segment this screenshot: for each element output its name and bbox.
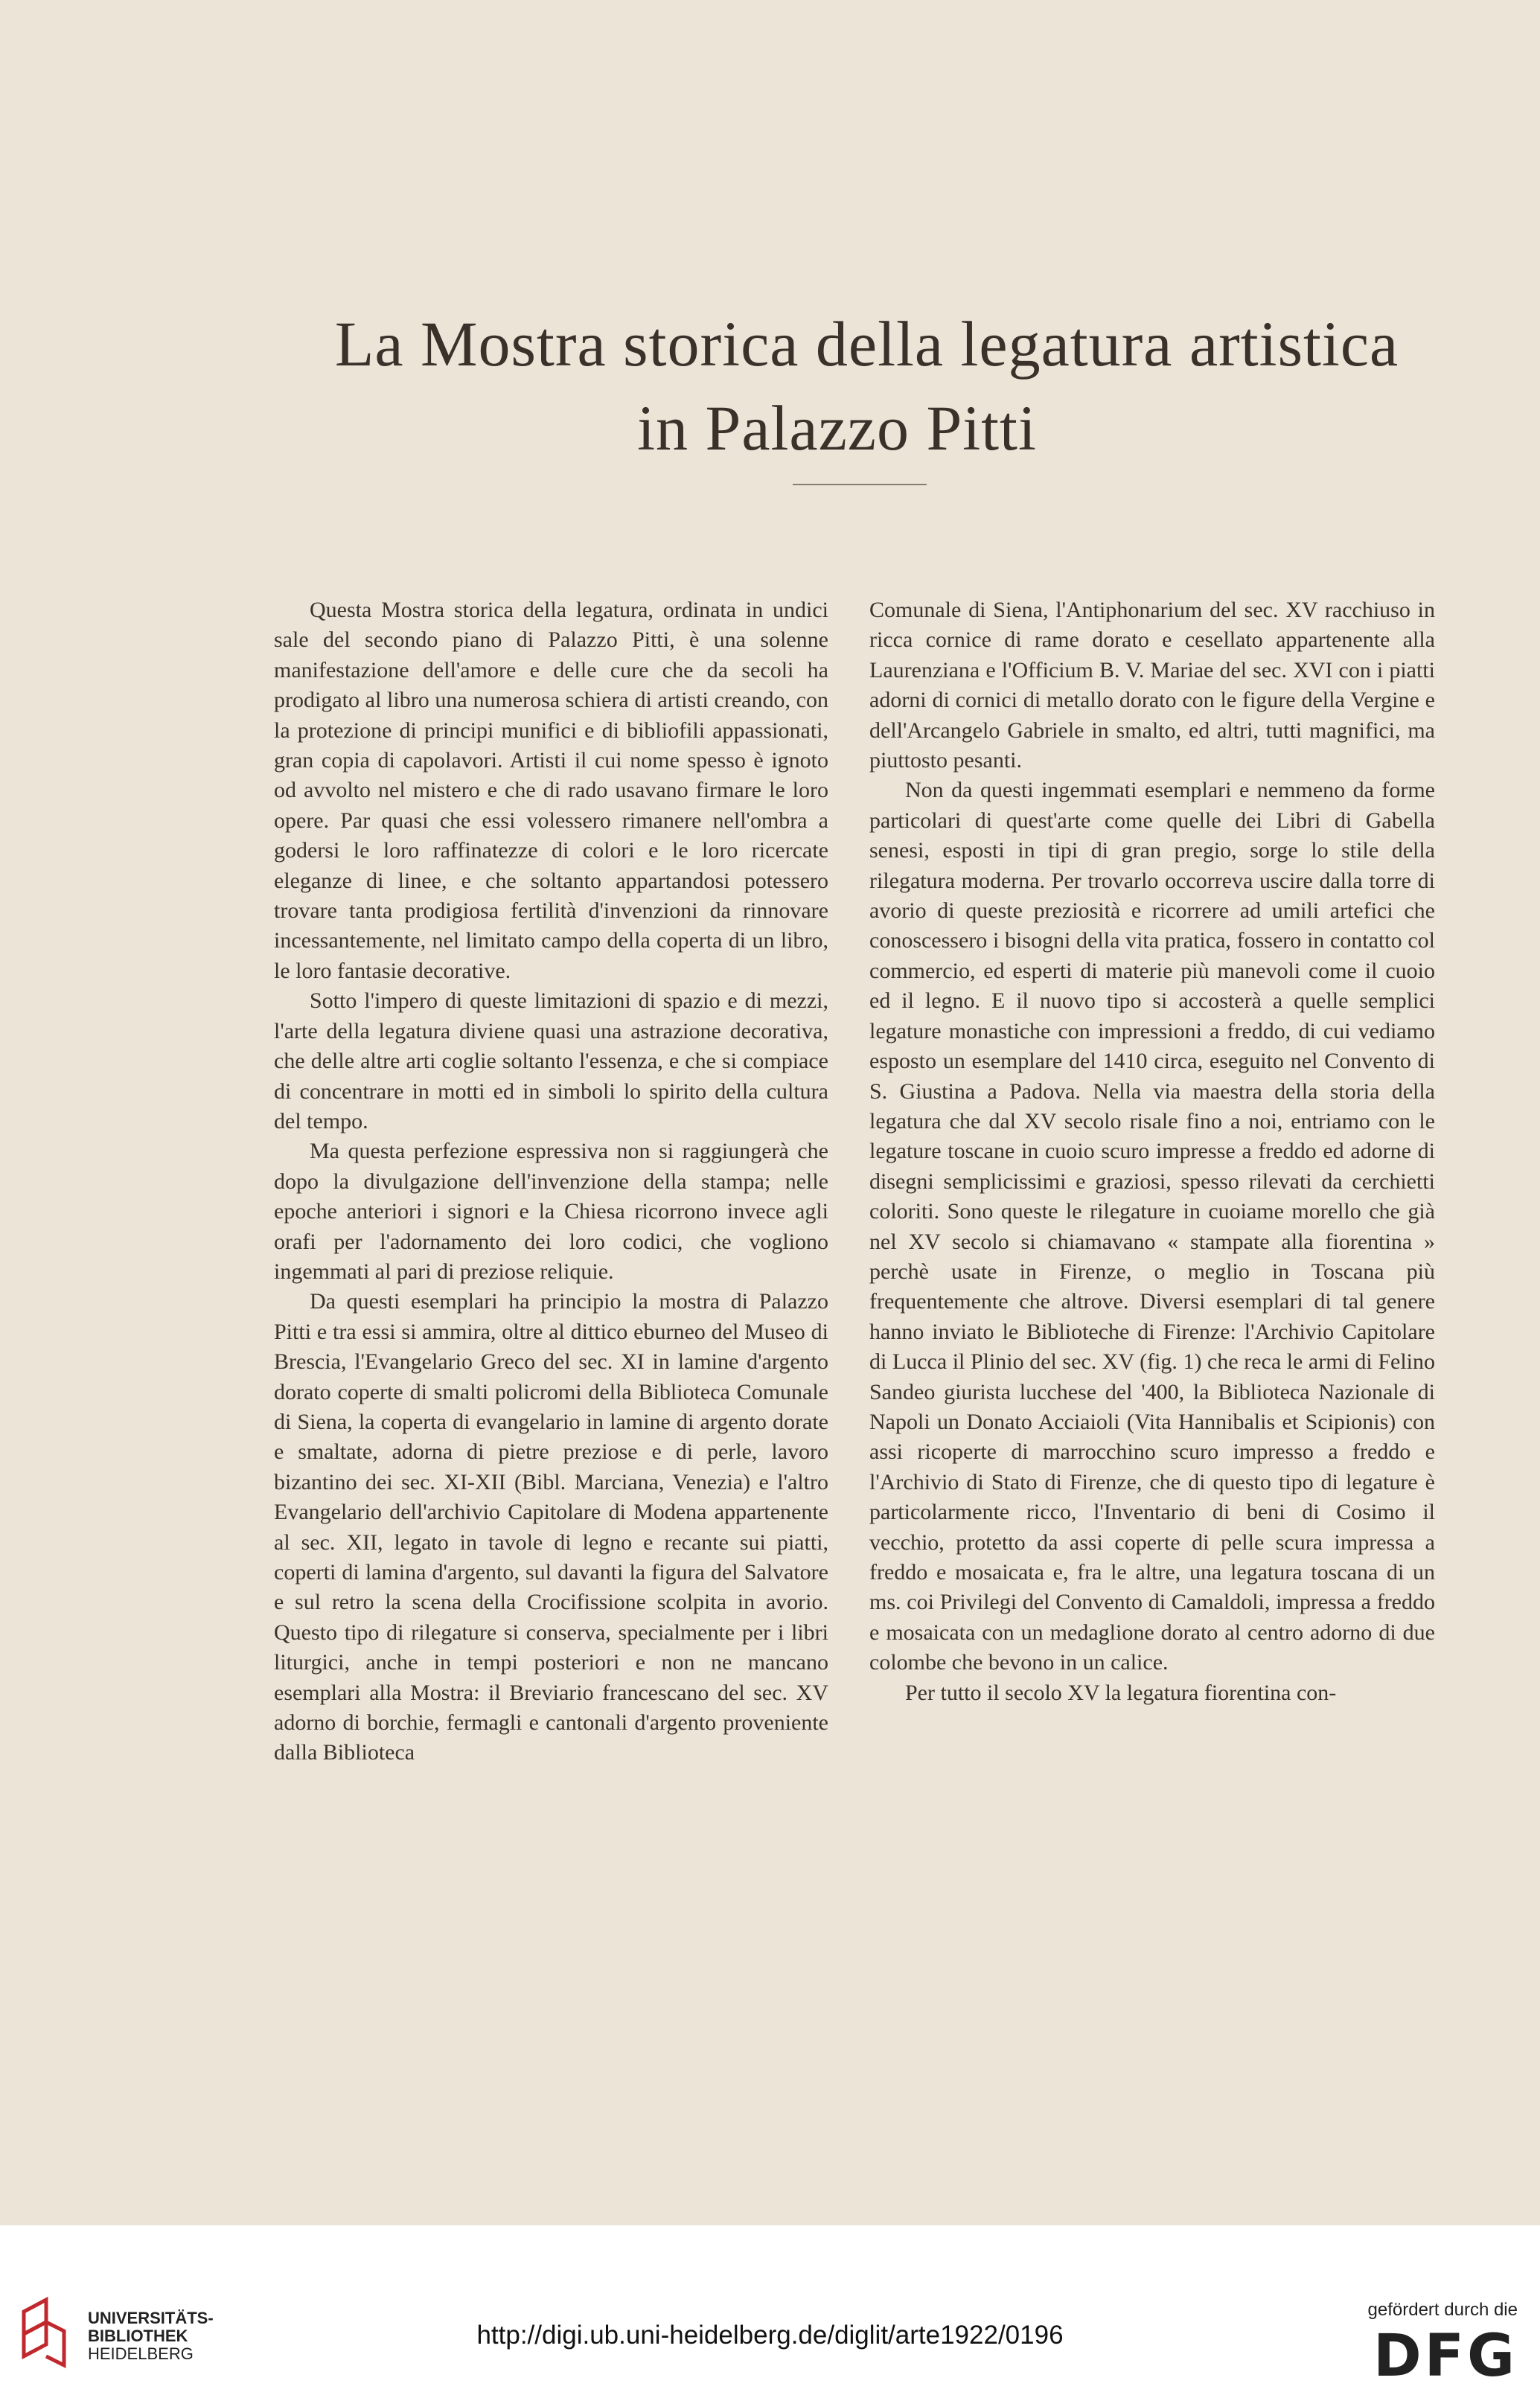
digitization-footer [0,2225,1540,2398]
library-name-line: HEIDELBERG [88,2344,194,2363]
paragraph: Per tutto il secolo XV la legatura fiorentina con- [905,1680,1337,1705]
article-title-line-2: in Palazzo Pitti [637,392,1037,464]
article-title-line-1: La Mostra storica della legatura artistica [334,308,1399,380]
title-divider [793,484,927,485]
dfg-logo: DFG [1373,2323,1518,2390]
text-column-right [869,595,1435,1708]
funding-note: gefördert durch die [1367,2300,1518,2320]
paragraph: Comunale di Siena, l'Antiphonarium del sec. XV racchiuso in ricca cornice di rame dorato e cesellato appartenente alla Laurenziana e l'Officium B. V. Mariae del sec. XVI con i piatti adorni di cornici di metallo dorato con le figure della Vergine e dell'Arcangelo Gabriele in smalto, ed altri, tutti magnifici, ma piuttosto pesanti. [869,598,1435,773]
source-url-link[interactable]: http://digi.ub.uni-heidelberg.de/diglit/arte1922/0196 [476,2321,1064,2350]
paragraph: Non da questi ingemmati esemplari e nemmeno da forme particolari di quest'arte come quelle dei Libri di Gabella senesi, esposti in tipi di gran pregio, sorge lo stile della rilegatura moderna. Per trovarlo occorreva uscire dalla torre di avorio di queste preziosità e ricorrere ad umili artefici che conoscessero i bisogni della vita pratica, fossero in contatto col commercio, ed esperti di materie più manevoli come il cuoio ed il legno. E il nuovo tipo si accosterà a quelle semplici legature monastiche con impressioni a freddo, di cui vediamo esposto un esemplare del 1410 circa, eseguito nel Convento di S. Giustina a Padova. Nella via maestra della storia della legatura che dal XV secolo risale fino a noi, entriamo con le legature toscane in cuoio scuro impresse a freddo ed adorne di disegni semplicissimi e graziosi, spesso rilevati da cerchietti coloriti. Sono queste le rilegature in cuoiame morello che già nel XV secolo si chiamavano « stampate alla fiorentina » perchè usate in Firenze, o meglio in Toscana più frequentemente che altrove. Diversi esemplari di tal genere hanno inviato le Biblioteche di Firenze: l'Archivio Capitolare di Lucca il Plinio del sec. XV (fig. 1) che reca le armi di Felino Sandeo giurista lucchese del '400, la Biblioteca Nazionale di Napoli un Donato Acciaioli (Vita Hannibalis et Scipionis) con assi ricoperte di marrocchino scuro impresso a freddo e l'Archivio di Stato di Firenze, che di questo tipo di legature è particolarmente ricco, l'Inventario di beni di Cosimo il vecchio, protetto da assi coperte di pelle scura impressa a freddo e mosaicata e, fra le altre, una legatura toscana di un ms. coi Privilegi del Convento di Camaldoli, impressa a freddo e mosaicata con un medaglione dorato al centro adorno di due colombe che bevono in un calice. [869,778,1435,1675]
text-column-left [274,595,828,1768]
library-name-line: UNIVERSITÄTS- [88,2309,214,2327]
library-name-line: BIBLIOTHEK [88,2327,188,2345]
paragraph: Ma questa perfezione espressiva non si raggiungerà che dopo la divulgazione dell'invenzione della stampa; nelle epoche anteriori i signori e la Chiesa ricorrono invece agli orafi per l'adornamento dei loro codici, che vogliono ingemmati al pari di preziose reliquie. [274,1139,828,1284]
paragraph: Da questi esemplari ha principio la mostra di Palazzo Pitti e tra essi si ammira, oltre al dittico eburneo del Museo di Brescia, l'Evangelario Greco del sec. XI in lamine d'argento dorato coperte di smalti policromi della Biblioteca Comunale di Siena, la coperta di evangelario in lamine di argento dorate e smaltate, adorna di pietre preziose e di perle, lavoro bizantino dei sec. XI-XII (Bibl. Marciana, Venezia) e l'altro Evangelario dell'archivio Capitolare di Modena appartenente al sec. XII, legato in tavole di legno e recante sui piatti, coperti di lamina d'argento, sul davanti la figura del Salvatore e sul retro la scena della Crocifissione scolpita in avorio. Questo tipo di rilegature si conserva, specialmente per i libri liturgici, anche in tempi posteriori e non ne mancano esemplari alla Mostra: il Breviario francescano del sec. XV adorno di borchie, fermagli e cantonali d'argento proveniente dalla Biblioteca [274,1289,828,1765]
paragraph: Sotto l'impero di queste limitazioni di spazio e di mezzi, l'arte della legatura diviene quasi una astrazione decorativa, che delle altre arti coglie soltanto l'essenza, e che si compiace di concentrare in motti ed in simboli lo spirito della cultura del tempo. [274,988,828,1134]
paragraph: Questa Mostra storica della legatura, ordinata in undici sale del secondo piano di Palazzo Pitti, è una solenne manifestazione dell'amore e delle cure che da secoli ha prodigato al libro una numerosa schiera di artisti creando, con la protezione di principi munifici e di bibliofili appassionati, gran copia di capolavori. Artisti il cui nome spesso è ignoto od avvolto nel mistero e che di rado usavano firmare le loro opere. Par quasi che essi volessero rimanere nell'ombra a godersi le loro raffinatezze di colori e le loro ricercate eleganze di linee, e che soltanto appartandosi potessero trovare tanta prodigiosa fertilità d'invenzioni da rinnovare incessantemente, nel limitato campo della coperta di un libro, le loro fantasie decorative. [274,598,828,983]
